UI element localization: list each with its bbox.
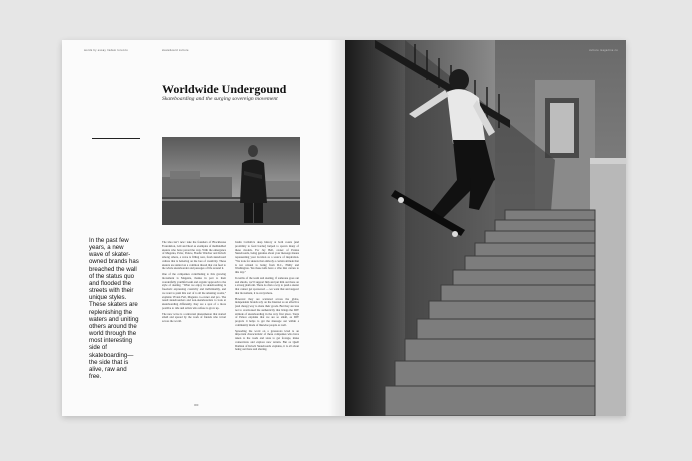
section-rule [92,138,140,139]
skateboarder-photo [345,40,626,416]
right-page [345,40,626,416]
running-head-center: skateboard culture [162,49,189,52]
body-paragraph: Spreading the word on a grassroots level is an important characteristic of these companies who have taken to the roads and stare to get footage, make connections and explore new terrain. But as Quell Damian of Krisch Skateboards explains, it is all about being out there and sharing. [235,328,299,352]
body-paragraph: The new wave is a universal phenomenon that started small and spread by the work of friends who travel across the world. [162,311,226,323]
article-title: Worldwide Undergound [162,82,287,96]
article-subtitle: Skateboarding and the surging sovereign movement [162,96,278,102]
magazine-spread [62,40,626,416]
running-head-left: words by essay lisdam lorenzo [84,49,129,52]
body-paragraph: In terms of the team and skating, if someone goes out and shreds, we’ll support him and put him out there on a strong platform. There is often a way to push a skater that cannot get sponsored — we want that and support that movement, it is everywhere. [235,275,299,295]
portrait-photo [162,137,300,225]
body-column-2 [235,241,299,354]
body-paragraph: One of the companies contributing to this growing movement is Magenta, thanks in part to their wonderfully youthful team and organic approach to the style of skating. “What we enjoy in skateboarding is freedom: expressing creativity and individuality, and we want to push this sort of to all the amazing rooms,” explains Vivien Feil, Magenta co-owner and pro. The result skateboarders and non-skateboarders to look at skateboarding differently, they are a spot of a more positive to ride and artists who refuse to grow up. [162,272,226,310]
body-column-1 [162,241,226,326]
body-paragraph: The idea isn’t new: take the founders of Blockhouse Foundation, Girl and Real as examples of multiskilled skaters who have paved the way. With the emergence of Magenta, Polar, Palace, Boulle Watcher and Krisch among others, a wave is filling new, fresh skateboard culture that is bettering on the lore of creativity. These skaters are united on a common thread that can feed to the whole skateboarder and passages of life around it. [162,240,226,271]
body-paragraph: Justin Carballo's deep history at both coasts (and proximity to feed border) helped to spawn many of these models. For Jay Bell, owner of Pontus Skateboards, being genuine about your message means representing your location as a source of inspiration. “We look for skaters that embody a certain attitude that is not related to being from D.C., Philly and Washington. Yes these kids have a vibe that carries to this day.” [235,240,299,274]
page-number: 000 [194,404,199,407]
spine-shadow [328,40,345,416]
left-page [62,40,345,416]
running-head-right: culture magazine co [589,49,618,52]
intro-paragraph: In the past few years, a new wave of skater-owned brands has breached the wall of the status quo and flooded the streets with their unique styles. These skaters are replenishing the waters and uniting others around the world through the most interesting side of skateboarding—the side that is alive, raw and free. [89,237,139,380]
body-paragraph: However they are scattered across the globe, independent brands rely on the Internet as an effective (and cheap) way to share their goods. But they are less not to overlooked the authenticity that brings the DIY attitude of skateboarding in the very first place. Tonja of Palace explains that we are so small, as DIY projects it helps to get the message out within a community made of likewise people as well. [235,296,299,327]
